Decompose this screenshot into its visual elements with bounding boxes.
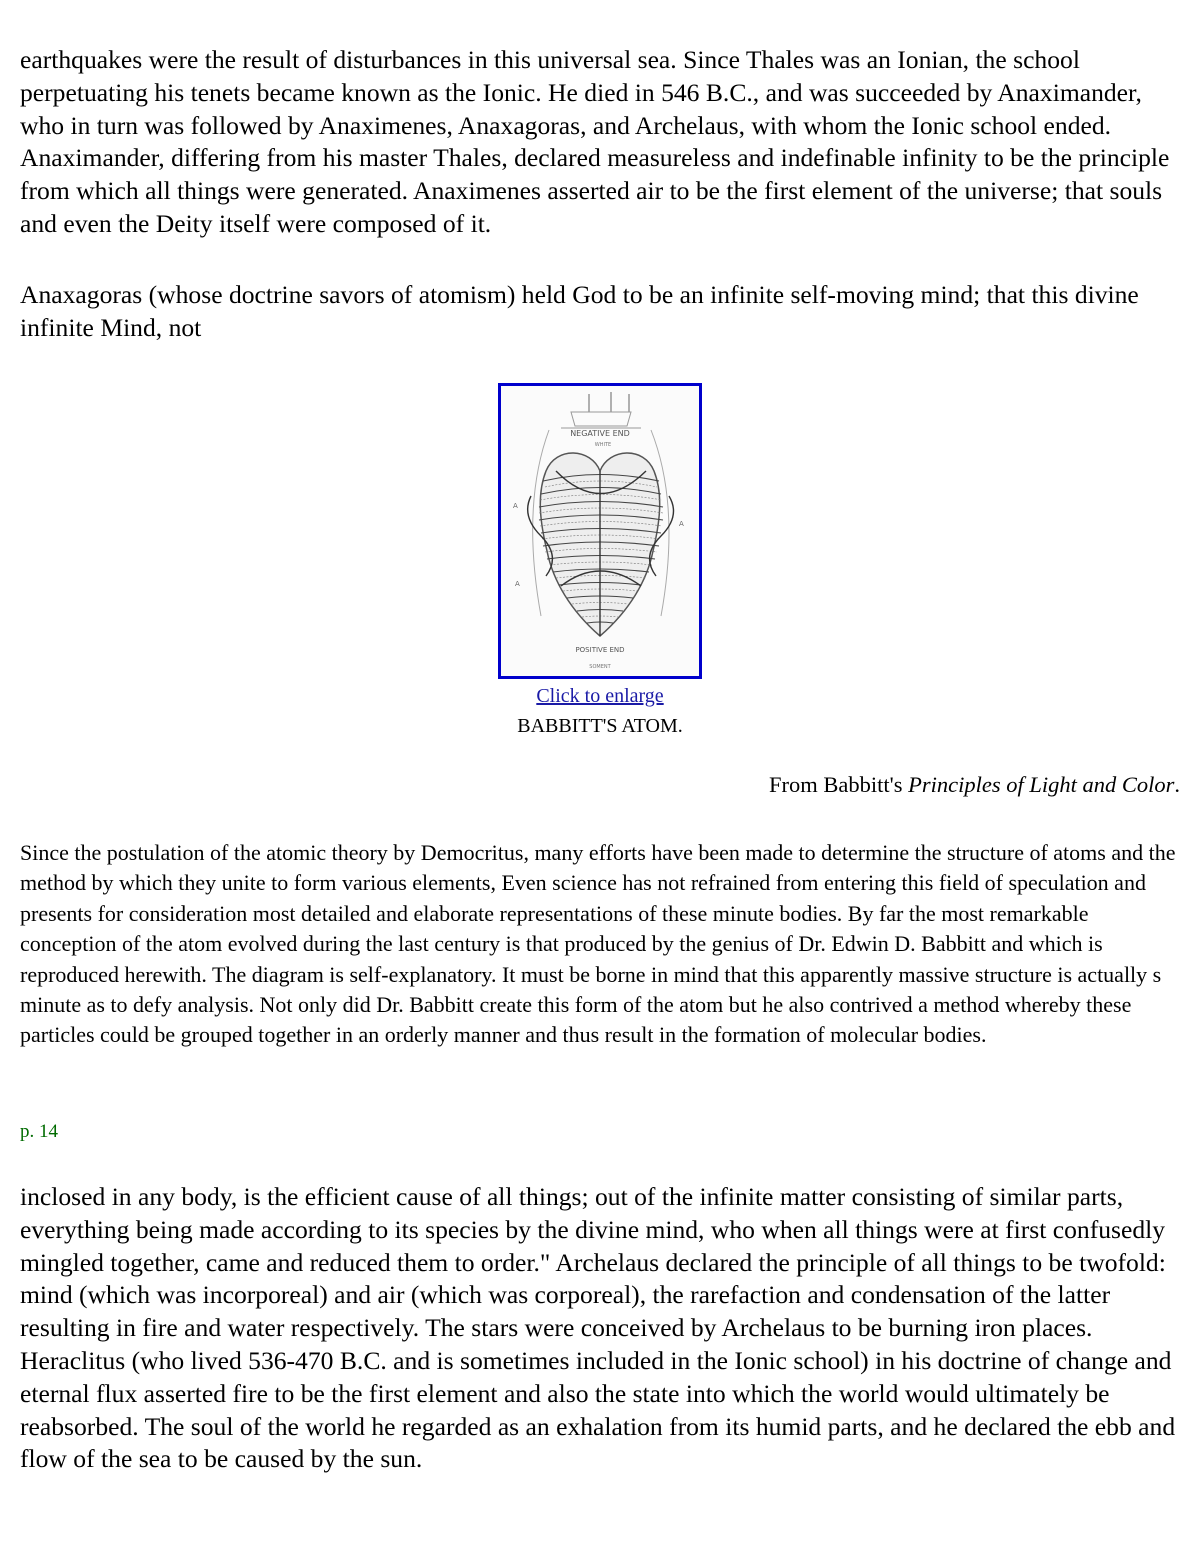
credit-prefix: From Babbitt's <box>769 772 909 797</box>
babbitt-atom-illustration <box>501 386 699 676</box>
atom-image-link[interactable] <box>498 383 702 679</box>
negative-end-label: NEGATIVE END <box>570 429 630 438</box>
figure-credit <box>769 771 1180 799</box>
body-paragraph-2: Anaxagoras (whose doctrine savors of atomism) held God to be an infinite self-moving mind; that this divine infinite Mind, not <box>20 280 1139 342</box>
negative-end-sublabel: WHITE <box>594 442 612 448</box>
svg-text:A: A <box>513 502 518 510</box>
figure-title: BABBITT'S ATOM. <box>517 715 683 737</box>
credit-suffix: . <box>1174 772 1180 797</box>
body-paragraph-1: earthquakes were the result of disturbances in this universal sea. Since Thales was an Ionian, the school perpetuating his tenets became known as the Ionic. He died in 546 B.C., and was succeeded by Anaximander, who in turn was followed by Anaximenes, Anaxagoras, and Archelaus, with whom the Ionic school ended. Anaximander, differing from his master Thales, declared measureless and indefinable infinity to be the principle from which all things were generated. Anaximenes asserted air to be the first element of the universe; that souls and even the Deity itself were composed of it. <box>20 45 1170 238</box>
credit-book-title: Principles of Light and Color <box>908 772 1175 797</box>
svg-text:A: A <box>515 580 520 588</box>
figure <box>0 383 1200 738</box>
svg-text:A: A <box>679 520 684 528</box>
click-to-enlarge-link[interactable]: Click to enlarge <box>536 685 664 707</box>
positive-end-sublabel: SOMENT <box>589 664 611 670</box>
positive-end-label: POSITIVE END <box>575 646 625 654</box>
figure-commentary: Since the postulation of the atomic theory by Democritus, many efforts have been made to determine the structure of atoms and the method by which they unite to form various elements, Even science has not refrained from entering this field of speculation and presents for consideration most detailed and elaborate representations of these minute bodies. By far the most remarkable conception of the atom evolved during the last century is that produced by the genius of Dr. Edwin D. Babbitt and which is reproduced herewith. The diagram is self-explanatory. It must be borne in mind that this apparently massive structure is actually s minute as to defy analysis. Not only did Dr. Babbitt create this form of the atom but he also contrived a method whereby these particles could be grouped together in an orderly manner and thus result in the formation of molecular bodies. <box>20 840 1176 1048</box>
body-paragraph-3: inclosed in any body, is the efficient cause of all things; out of the infinite matter consisting of similar parts, everything being made according to its species by the divine mind, who when all things were at first confusedly mingled together, came and reduced them to order." Archelaus declared the principle of all things to be twofold: mind (which was incorporeal) and air (which was corporeal), the rarefaction and condensation of the latter resulting in fire and water respectively. The stars were conceived by Archelaus to be burning iron places. Heraclitus (who lived 536-470 B.C. and is sometimes included in the Ionic school) in his doctrine of change and eternal flux asserted fire to be the first element and also the state into which the world would ultimately be reabsorbed. The soul of the world he regarded as an exhalation from its humid parts, and he declared the ebb and flow of the sea to be caused by the sun. <box>20 1182 1176 1474</box>
page-number: p. 14 <box>20 1121 58 1142</box>
